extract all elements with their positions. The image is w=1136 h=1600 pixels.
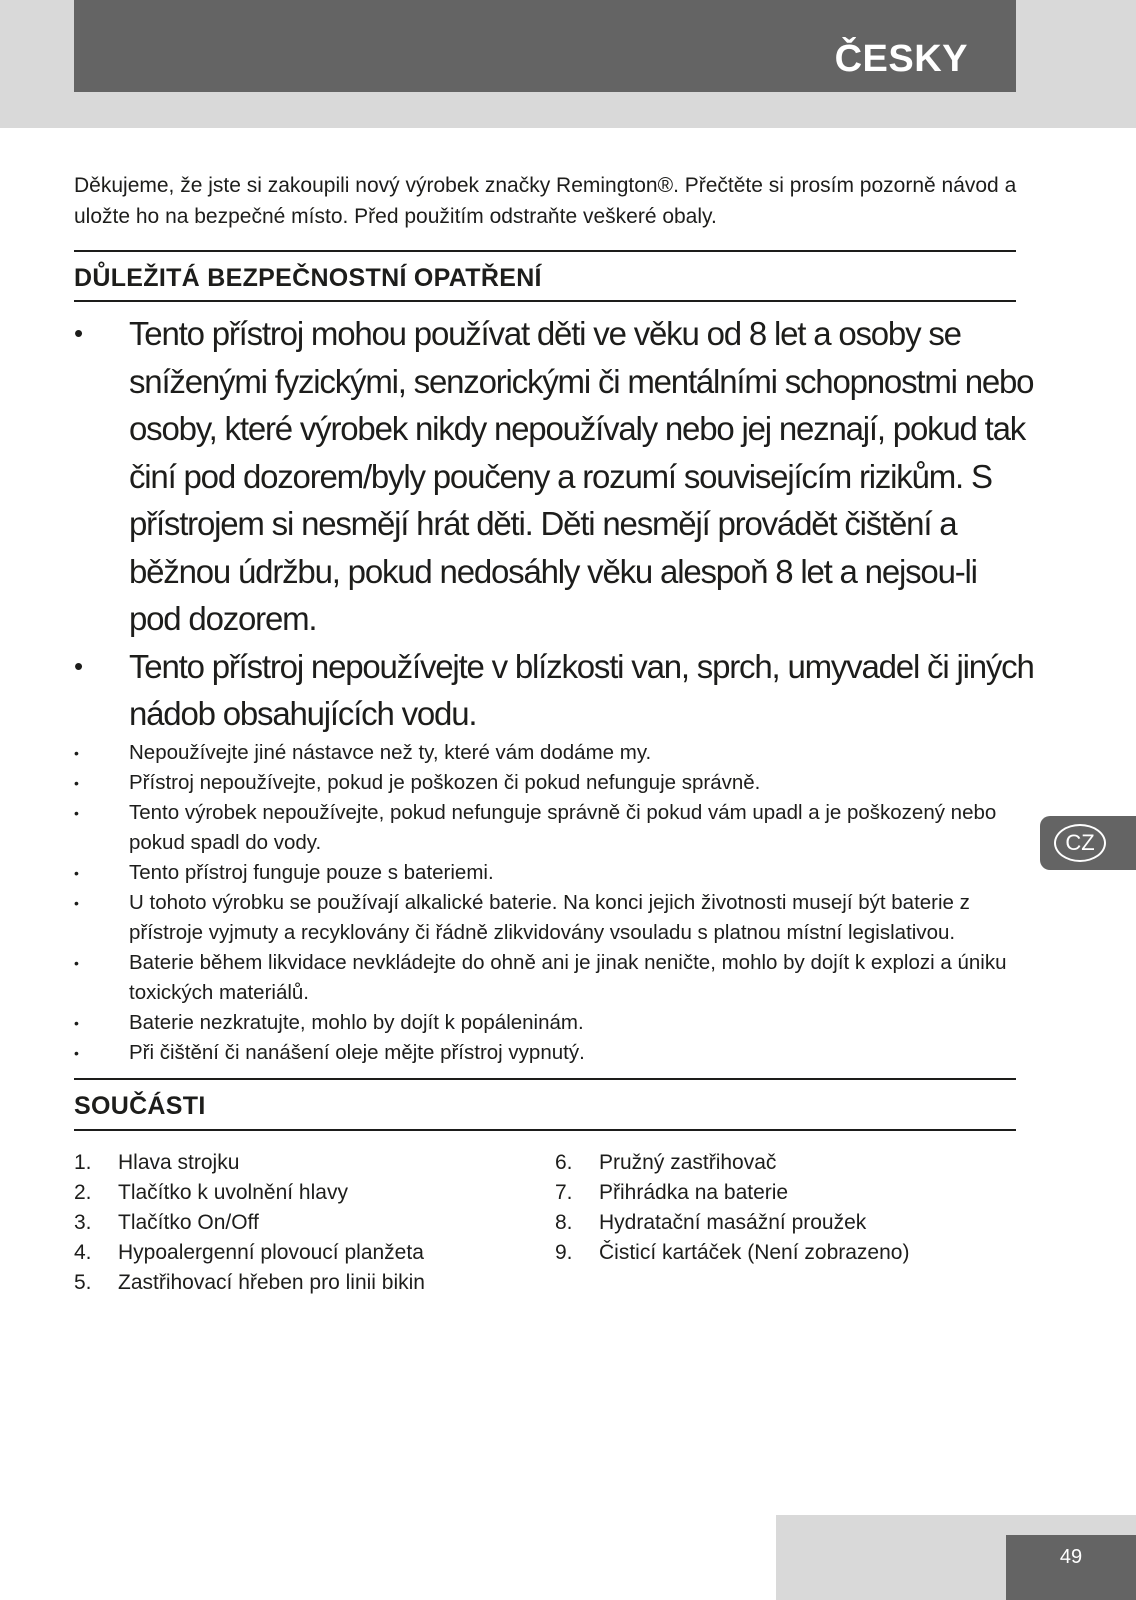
item-number: 4. xyxy=(74,1241,92,1264)
intro-text: Děkujeme, že jste si zakoupili nový výrobek značky Remington®. Přečtěte si prosím pozorně návod a uložte ho na bezpečné místo. Před použitím odstraňte veškeré obaly. xyxy=(74,174,1017,228)
list-item xyxy=(74,1238,534,1268)
item-label: Hydratační masážní proužek xyxy=(599,1211,867,1234)
list-item-text: Tento výrobek nepoužívejte, pokud nefunguje správně či pokud vám upadl a je poškozený nebo pokud spadl do vody. xyxy=(129,800,997,854)
header-bar xyxy=(74,0,1016,92)
list-item xyxy=(74,643,1034,738)
safety-heading: DŮLEŽITÁ BEZPEČNOSTNÍ OPATŘENÍ xyxy=(74,264,542,292)
list-item xyxy=(555,1238,1025,1268)
item-number: 1. xyxy=(74,1151,92,1174)
list-item xyxy=(555,1148,1025,1178)
list-item xyxy=(74,1148,534,1178)
heading-rule-bottom xyxy=(74,1129,1016,1131)
item-number: 3. xyxy=(74,1211,92,1234)
bullet: • xyxy=(74,1014,79,1031)
list-item xyxy=(74,798,1034,858)
item-number: 7. xyxy=(555,1181,573,1204)
list-item-text: Tento přístroj mohou používat děti ve věku od 8 let a osoby se sníženými fyzickými, senzorickými či mentálními schopnostmi nebo osoby, které výrobek nikdy nepoužívaly nebo jej neznají, pokud tak činí pod dozorem/byly poučeny a rozumí souvisejícím rizikům. S přístrojem si nesmějí hrát děti. Děti nesmějí provádět čištění a běžnou údržbu, pokud nedosáhly věku alespoň 8 let a nejsou-li pod dozorem. xyxy=(129,315,1034,637)
parts-list-left xyxy=(74,1148,534,1298)
cz-label: CZ xyxy=(1054,824,1106,862)
bullet: • xyxy=(74,894,79,911)
list-item xyxy=(555,1208,1025,1238)
item-label: Přihrádka na baterie xyxy=(599,1181,789,1204)
list-item xyxy=(74,888,1034,948)
item-number: 6. xyxy=(555,1151,573,1174)
list-item-text: Přístroj nepoužívejte, pokud je poškozen či pokud nefunguje správně. xyxy=(129,770,761,794)
item-number: 8. xyxy=(555,1211,573,1234)
list-item-text: Baterie nezkratujte, mohlo by dojít k popáleninám. xyxy=(129,1010,584,1034)
bullet: • xyxy=(74,804,79,821)
item-label: Pružný zastřihovač xyxy=(599,1151,777,1174)
list-item xyxy=(74,948,1034,1008)
item-label: Hlava strojku xyxy=(118,1151,240,1174)
list-item xyxy=(74,1008,1034,1038)
safety-list xyxy=(74,310,1034,1068)
list-item xyxy=(74,738,1034,768)
list-item xyxy=(74,1268,534,1298)
list-item xyxy=(74,768,1034,798)
item-label: Tlačítko k uvolnění hlavy xyxy=(118,1181,348,1204)
list-item xyxy=(74,1178,534,1208)
language-title: ČESKY xyxy=(834,38,968,80)
parts-list-right xyxy=(555,1148,1025,1268)
bullet: • xyxy=(74,774,79,791)
list-item-text: Nepoužívejte jiné nástavce než ty, které vám dodáme my. xyxy=(129,740,652,764)
list-item xyxy=(74,310,1034,643)
bullet: • xyxy=(74,744,79,761)
bullet: • xyxy=(74,954,79,971)
parts-heading: SOUČÁSTI xyxy=(74,1092,206,1120)
list-item-text: Tento přístroj funguje pouze s bateriemi. xyxy=(129,860,494,884)
page-number: 49 xyxy=(1006,1535,1136,1600)
list-item-text: U tohoto výrobku se používají alkalické baterie. Na konci jejich životnosti musejí být baterie z přístroje vyjmuty a recyklovány či řádně zlikvidovány vsouladu s platnou místní legislativou. xyxy=(129,890,970,944)
item-number: 2. xyxy=(74,1181,92,1204)
item-label: Čisticí kartáček (Není zobrazeno) xyxy=(599,1241,910,1264)
bullet: • xyxy=(74,650,82,681)
item-number: 9. xyxy=(555,1241,573,1264)
list-item-text: Při čištění či nanášení oleje mějte přístroj vypnutý. xyxy=(129,1040,585,1064)
item-label: Tlačítko On/Off xyxy=(118,1211,259,1234)
bullet: • xyxy=(74,1044,79,1061)
list-item xyxy=(74,1038,1034,1068)
heading-rule-top xyxy=(74,1078,1016,1080)
list-item xyxy=(555,1178,1025,1208)
heading-rule-top xyxy=(74,250,1016,252)
list-item-text: Tento přístroj nepoužívejte v blízkosti van, sprch, umyvadel či jiných nádob obsahujících vodu. xyxy=(129,647,1034,732)
language-side-tab xyxy=(1040,816,1136,870)
heading-rule-bottom xyxy=(74,300,1016,302)
item-number: 5. xyxy=(74,1271,92,1294)
list-item xyxy=(74,858,1034,888)
item-label: Zastřihovací hřeben pro linii bikin xyxy=(118,1271,425,1294)
list-item xyxy=(74,1208,534,1238)
bullet: • xyxy=(74,864,79,881)
bullet: • xyxy=(74,318,82,348)
item-label: Hypoalergenní plovoucí planžeta xyxy=(118,1241,424,1264)
list-item-text: Baterie během likvidace nevkládejte do ohně ani je jinak neničte, mohlo by dojít k explozi a úniku toxických materiálů. xyxy=(129,950,1007,1004)
